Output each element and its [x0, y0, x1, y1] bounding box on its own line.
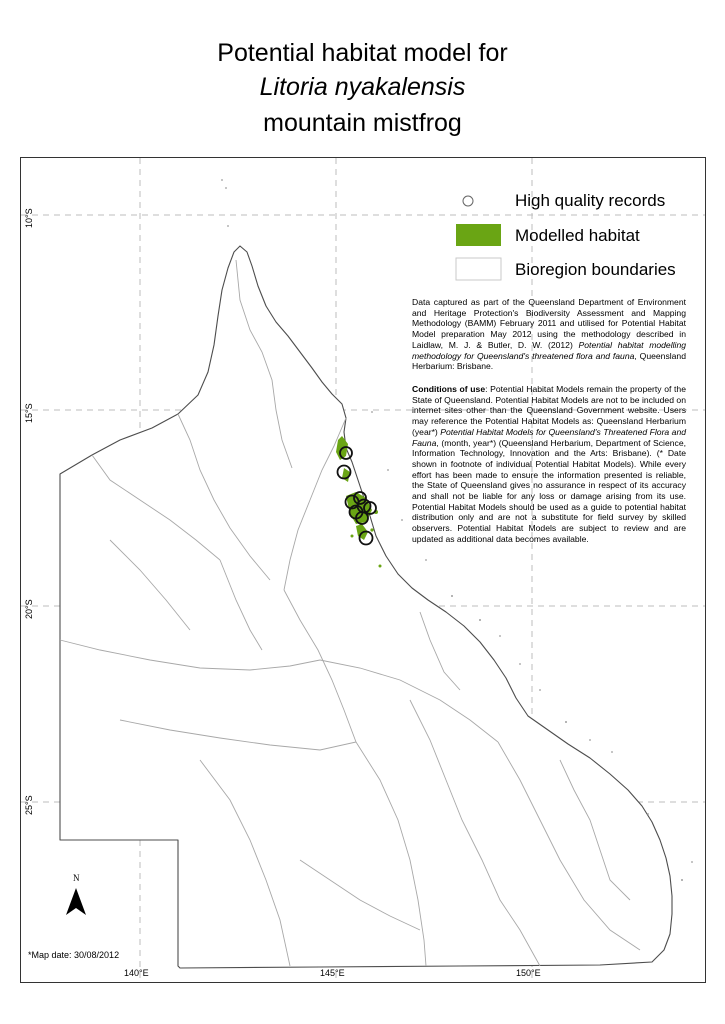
map-title-common-name: mountain mistfrog: [263, 109, 462, 137]
axis-label-20s: 20°S: [24, 599, 34, 619]
legend-habitat-symbol: [456, 224, 501, 246]
axis-label-145e: 145°E: [320, 968, 345, 978]
axis-label-10s: 10°S: [24, 208, 34, 228]
conditions-of-use-note: Conditions of use: Potential Habitat Models remain the property of the State of Queensland. Potential Habitat Models are not to be included on internet sites other than the Queensland Government website. Users may reference the Potential Habitat Models as: Queensland Herbarium (year*) Potential Habitat Models for Queensland's Threatened Flora and Fauna, (month, year*) (Queensland Herbarium, Department of Science, Information Technology, Innovation and the Arts: Brisbane). (* Date shown in footnote of individual Potential Habitat Models). While every effort has been made to ensure the information presented is reliable, the State of Queensland gives no assurance in respect of its accuracy and shall not be liable for any loss or damage arising from its use. Potential Habitat Models should be used as a guide to potential habitat distribution only and are not a substitute for field survey by skilled observers. Potential Habitat Models are subject to review and are updated as additional data becomes available.: [412, 384, 687, 544]
map-title-line-1: Potential habitat model for: [217, 39, 508, 67]
axis-label-150e: 150°E: [516, 968, 541, 978]
legend-record-symbol: [463, 196, 473, 206]
north-label: N: [73, 873, 80, 883]
map-date: *Map date: 30/08/2012: [28, 950, 120, 960]
north-arrow-icon: [66, 888, 86, 915]
legend-boundary-symbol: [456, 258, 501, 280]
legend-boundaries-label: Bioregion boundaries: [515, 260, 676, 279]
axis-label-25s: 25°S: [24, 795, 34, 815]
data-capture-note: Data captured as part of the Queensland Department of Environment and Heritage Protection's Biodiversity Assessment and Mapping Methodology (BAMM) February 2011 and utilised for Potential Habitat Model preparation May 2012 using the methodology described in Laidlaw, M. J. & Butler, D. W. (2012) Potential habitat modelling methodology for Queensland's threatened flora and fauna, Queensland Herbarium: Brisbane.: [412, 297, 686, 372]
map-title-species: Litoria nyakalensis: [259, 73, 466, 101]
legend-records-label: High quality records: [515, 191, 666, 210]
axis-label-140e: 140°E: [124, 968, 149, 978]
legend-habitat-label: Modelled habitat: [515, 226, 640, 245]
axis-label-15s: 15°S: [24, 403, 34, 423]
